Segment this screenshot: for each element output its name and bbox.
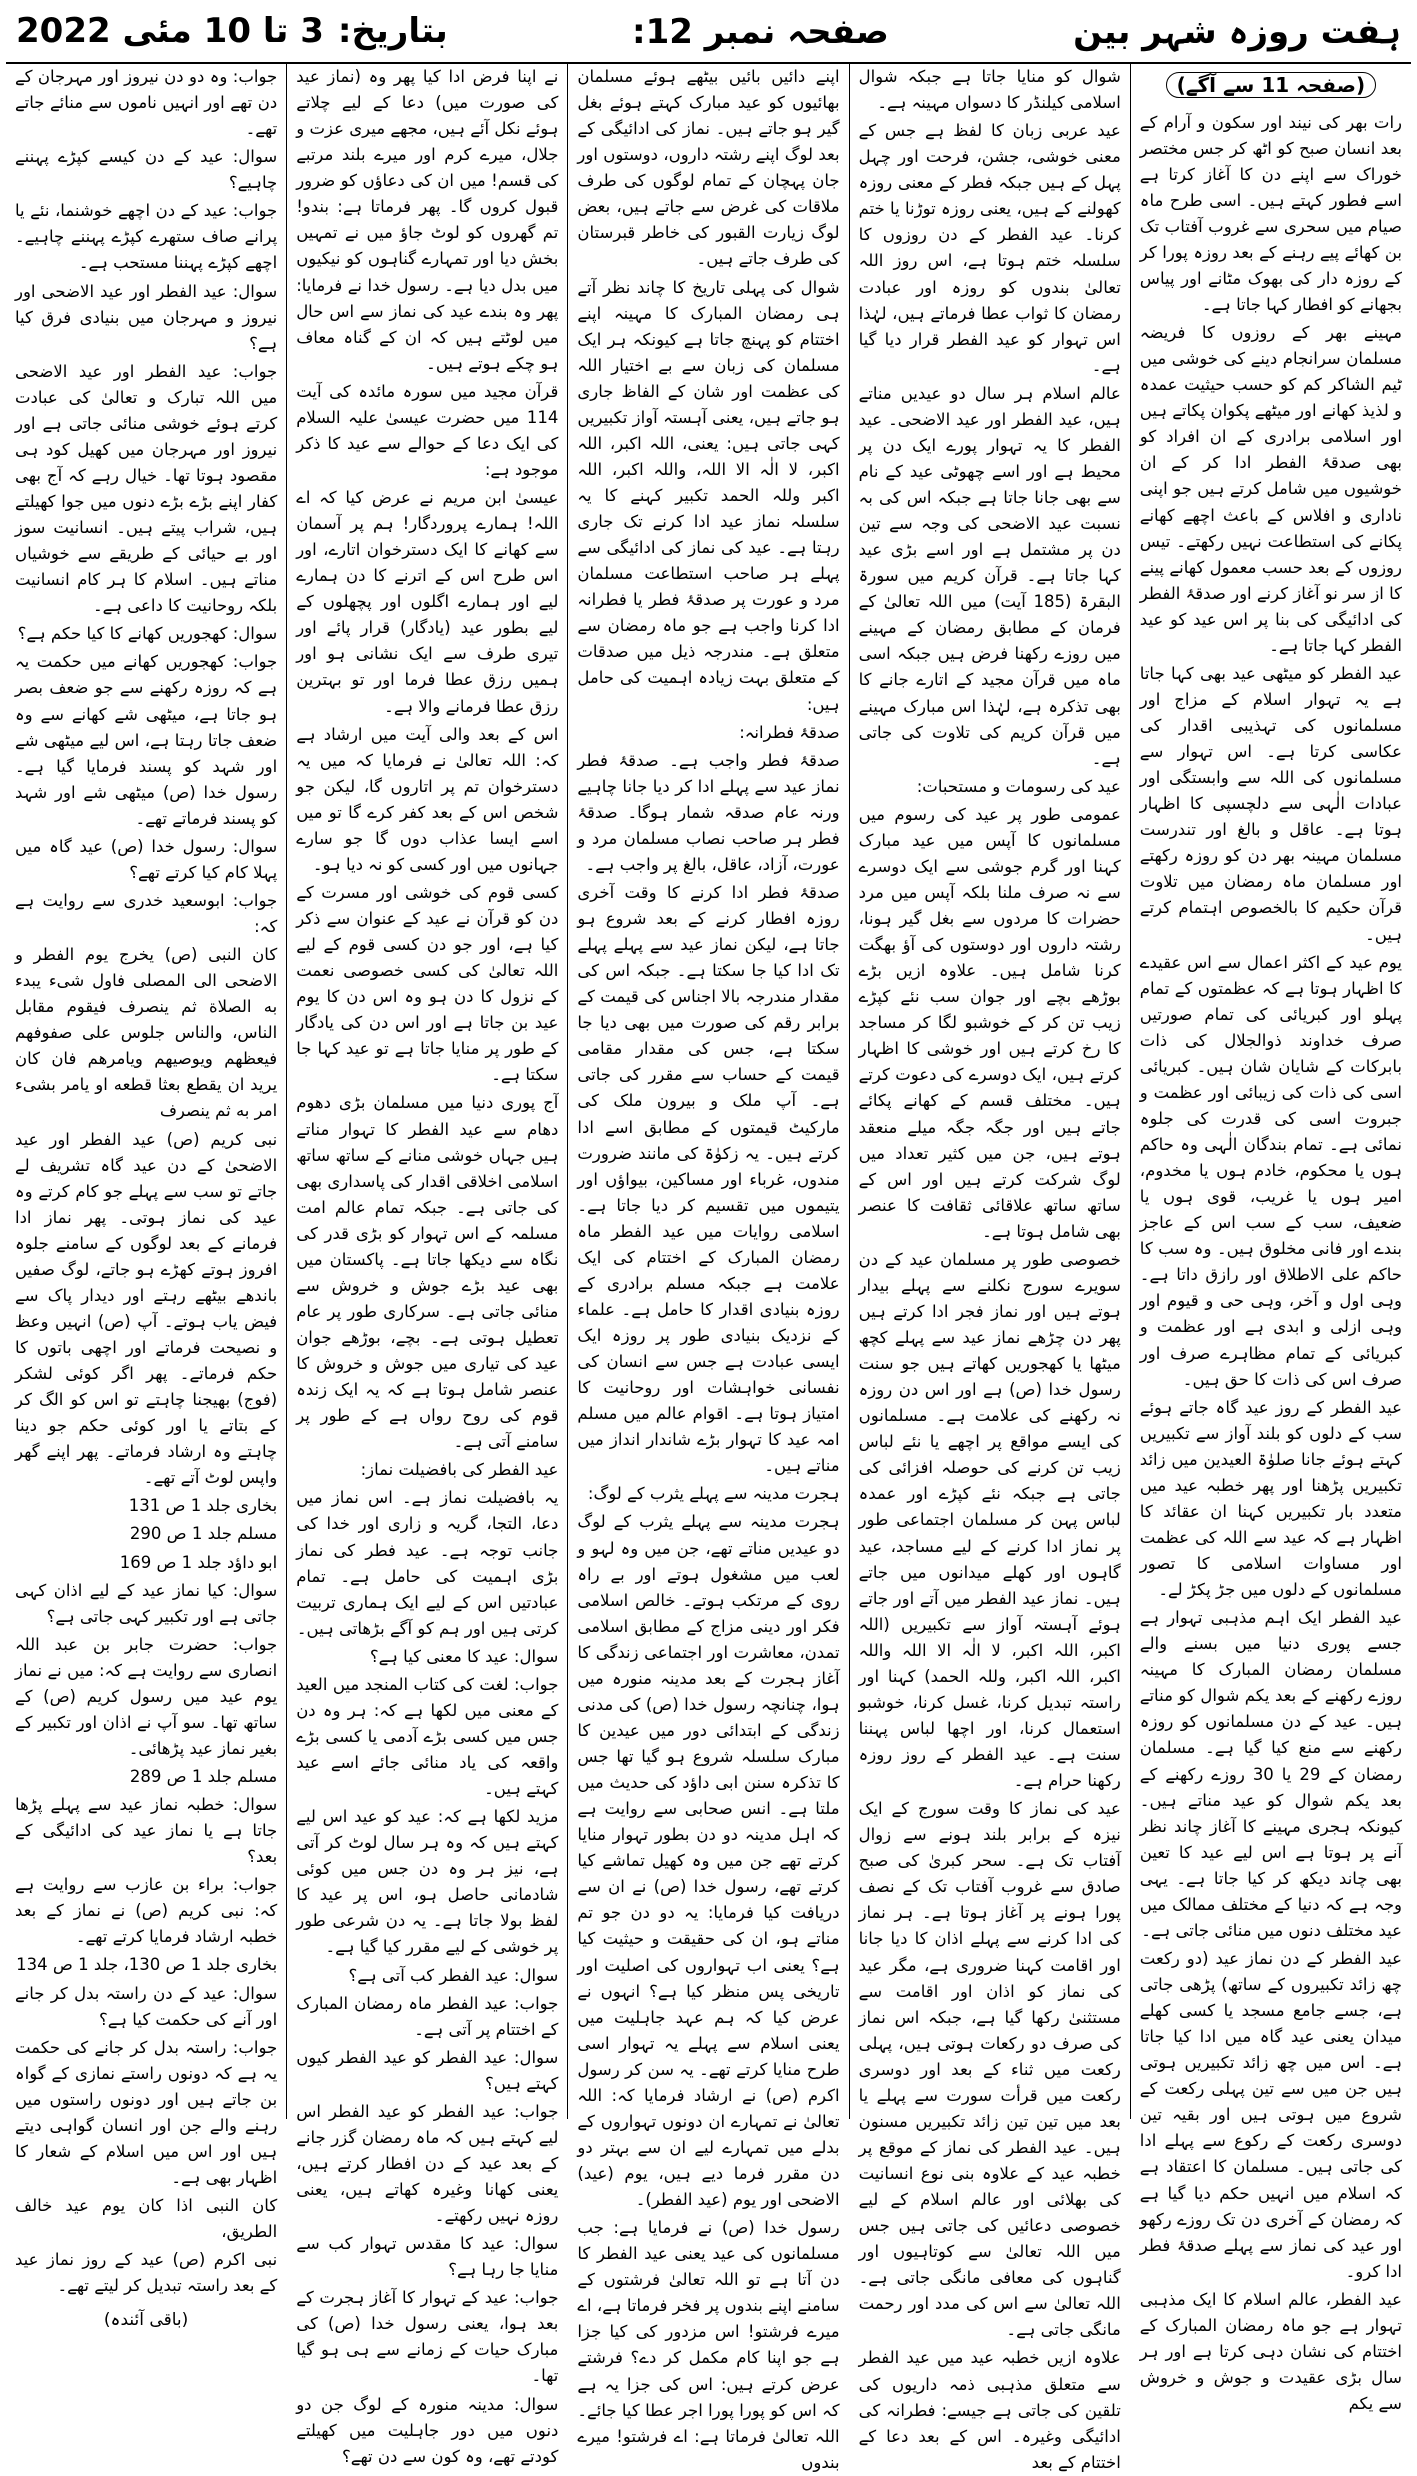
article-paragraph: سوال: عید الفطر کو عید الفطر کیوں کہتے ہیں؟: [296, 2047, 559, 2093]
article-paragraph: ابو داؤد جلد 1 ص 169: [119, 1552, 278, 1572]
article-paragraph: اس کے بعد والی آیت میں ارشاد ہے کہ: اللہ تعالیٰ نے فرمایا کہ میں یہ دسترخوان تم پر اتاروں گا، لیکن جو شخص اس کے بعد کفر کرے گا تو میں اسے ایسا عذاب دوں گا جو سارے جہانوں میں اور کسی کو نہ دیا ہو۔: [296, 724, 559, 874]
article-paragraph: صدقۂ فطرانہ:: [739, 722, 840, 742]
article-paragraph: علاوہ ازیں خطبہ عید میں عید الفطر سے متعلق مذہبی ذمہ داریوں کی تلقین کی جاتی ہے جیسے: فطرانہ کی ادائیگی وغیرہ۔ اس کے بعد دعا کے اختتام کے بعد: [858, 2348, 1121, 2472]
article-paragraph: نے اپنا فرض ادا کیا پھر وہ (نماز عید کی صورت میں) دعا کے لیے چلاتے ہوئے نکل آئے ہیں، مجھے میری عزت و جلال، میرے کرم اور میرے بلند مرتبے کی قسم! میں ان کی دعاؤں کو ضرور قبول کروں گا۔ پھر فرماتا ہے: بندو! تم گھروں کو لوٹ جاؤ میں نے تمہیں بخش دیا اور تمہارے گناہوں کو نیکیوں میں بدل دیا ہے۔ رسول خدا نے فرمایا: پھر وہ بندے عید کی نماز سے اس حال میں لوٹتے ہیں کہ ان کے گناہ معاف ہو چکے ہوتے ہیں۔: [296, 67, 559, 373]
article-column-5: [6, 64, 286, 2331]
article-paragraph: سوال: عید الفطر اور عید الاضحی اور نیروز و مہرجان میں بنیادی فرق کیا ہے؟: [14, 281, 278, 353]
article-paragraph: نبی اکرم (ص) عید کے روز نماز عید کے بعد راستہ تبدیل کر لیتے تھے۔: [14, 2250, 278, 2296]
article-paragraph: جواب: ابوسعید خدری سے روایت ہے کہ:: [14, 890, 278, 936]
article-paragraph: عید الفطر، عالم اسلام کا ایک مذہبی تہوار ہے جو ماہ رمضان المبارک کے اختتام کی نشان دہی کرتا ہے اور ہر سال بڑی عقیدت و جوش و خروش سے یکم: [1139, 2289, 1402, 2414]
article-paragraph: جواب: عید کے تہوار کا آغاز ہجرت کے بعد ہوا، یعنی رسول خدا (ص) کی مبارک حیات کے زمانے سے ہی ہو گیا تھا۔: [296, 2288, 559, 2386]
article-paragraph: سوال: عید کے دن کیسے کپڑے پہننے چاہیے؟: [14, 147, 278, 193]
page-number: 12:: [631, 11, 693, 52]
article-paragraph: اپنے دائیں بائیں بیٹھے ہوئے مسلمان بھائیوں کو عید مبارک کہتے ہوئے بغل گیر ہو جاتے ہیں۔ نماز کی ادائیگی کے بعد لوگ اپنے رشتہ داروں، دوستوں اور جان پہچان کے تمام لوگوں کی طرف ملاقات کی غرض سے جاتے ہیں، بعض لوگ زیارت القبور کی خاطر قبرستان کی طرف جاتے ہیں۔: [577, 67, 840, 269]
article-paragraph: عید الفطر کے دن نماز عید (دو رکعت چھ زائد تکبیروں کے ساتھ) پڑھی جاتی ہے، جسے جامع مسجد یا کسی کھلے میدان یعنی عید گاہ میں ادا کیا جاتا ہے۔ اس میں چھ زائد تکبیریں ہوتی ہیں جن میں سے تین پہلی رکعت کے شروع میں ہوتی ہیں اور بقیہ تین دوسری رکعت کے رکوع سے پہلے ادا کی جاتی ہیں۔ مسلمان کا اعتقاد ہے کہ اسلام میں انہیں حکم دیا گیا ہے کہ رمضان کے آخری دن تک روزے رکھو اور عید کی نماز سے پہلے صدقۂ فطر ادا کرو۔: [1139, 1948, 1402, 2281]
article-paragraph: سوال: عید کا معنی کیا ہے؟: [369, 1646, 559, 1666]
article-paragraph: عید الفطر کے روز عید گاہ جاتے ہوئے سب کے دلوں کو بلند آواز سے تکبیریں کہتے ہوئے جانا صلوٰۃ العیدین میں زائد تکبیریں پڑھنا اور پھر خطبہ عید میں متعدد بار تکبیریں کہنا ان عقائد کا اظہار ہے کہ عید سے اللہ کی عظمت اور مساوات اسلامی کا تصور مسلمانوں کے دلوں میں جڑ پکڑ لے۔: [1139, 1397, 1402, 1600]
article-column-4: [286, 64, 567, 2466]
article-paragraph: مسلم جلد 1 ص 289: [129, 1767, 278, 1786]
article-paragraph: شوال کو منایا جاتا ہے جبکہ شوال اسلامی کیلنڈر کا دسواں مہینہ ہے۔: [858, 67, 1121, 113]
article-paragraph: رات بھر کی نیند اور سکون و آرام کے بعد انسان صبح کو اٹھ کر جس مختصر خوراک سے اپنے دن کا آغاز کرتا ہے اسے فطور کہتے ہیں۔ اسی طرح ماہ صیام میں سحری سے غروب آفتاب تک بن کھائے پیے رہنے کے بعد روزہ پورا کر کے روزہ دار کی بھوک مٹانے اور پیاس بجھانے کو افطار کہا جاتا ہے۔: [1139, 112, 1402, 315]
article-paragraph: آج پوری دنیا میں مسلمان بڑی دھوم دھام سے عید الفطر کا تہوار مناتے ہیں جہاں خوشی منانے کے ساتھ ساتھ اسلامی اخلاقی اقدار کی پاسداری بھی کی جاتی ہے۔ جبکہ تمام عالم امت مسلمہ کے اس تہوار کو بڑی قدر کی نگاہ سے دیکھا جاتا ہے۔ پاکستان میں بھی عید بڑے جوش و خروش سے منائی جاتی ہے۔ سرکاری طور پر عام تعطیل ہوتی ہے۔ بچے، بوڑھے جوان عید کی تیاری میں جوش و خروش کا عنصر شامل ہوتا ہے کہ یہ ایک زندہ قوم کی روح رواں ہے کے طور پر سامنے آتی ہے۔: [296, 1093, 559, 1452]
article-paragraph: یہ بافضیلت نماز ہے۔ اس نماز میں دعا، التجا، گریہ و زاری اور خدا کی جانب توجہ ہے۔ عید فطر کی نماز بڑی اہمیت کی حامل ہے۔ تمام عبادتیں اس کے لیے ایک ہماری تربیت کرتی ہیں اور ہم کو آگے بڑھاتی ہیں۔: [296, 1488, 559, 1638]
article-paragraph: رسول خدا (ص) نے فرمایا ہے: جب مسلمانوں کی عید یعنی عید الفطر کا دن آتا ہے تو اللہ تعالیٰ فرشتوں کے سامنے اپنے بندوں پر فخر فرماتا ہے، اے میرے فرشتو! اس مزدور کی کیا جزا ہے جو اپنا کام مکمل کر دے؟ فرشتے عرض کرتے ہیں: اس کی جزا یہ ہے کہ اس کو پورا پورا اجر عطا کیا جائے۔ اللہ تعالیٰ فرماتا ہے: اے فرشتو! میرے بندوں: [577, 2218, 840, 2472]
article-paragraph: سوال: خطبہ نماز عید سے پہلے پڑھا جاتا ہے یا نماز عید کی ادائیگی کے بعد؟: [14, 1795, 278, 1867]
continued-from-label: (صفحہ 11 سے آگے): [1140, 70, 1402, 102]
article-paragraph: کان النبی اذا کان یوم عید خالف الطریق،: [14, 2196, 278, 2242]
to-be-continued-label: (باقی آئندہ): [103, 2310, 189, 2331]
article-paragraph: سوال: کھجوریں کھانے کا کیا حکم ہے؟: [17, 624, 278, 644]
article-paragraph: یوم عید کے اکثر اعمال سے اس عقیدے کا اظہار ہوتا ہے کہ عظمتوں کے تمام پہلو اور کبریائی کی تمام صورتیں صرف خداوند ذوالجلال کی ذات بابرکات کے شایان شان ہیں۔ کبریائی اسی کی ذات کی زیبائی اور عظمت و جبروت اسی کی قدرت کی جلوہ نمائی ہے۔ تمام بندگان الٰہی وہ حاکم ہوں یا محکوم، خادم ہوں یا مخدوم، امیر ہوں یا غریب، قوی ہوں یا ضعیف، سب کے سب اس کے عاجز بندے اور فانی مخلوق ہیں۔ وہ سب کا حاکم علی الاطلاق اور رازق داتا ہے۔ وہی اول و آخر، وہی حی و قیوم اور وہی ازلی و ابدی ہے اور عظمت و کبریائی کے تمام مظاہرے صرف اور صرف اس کی ذات کا حق ہیں۔: [1139, 952, 1402, 1389]
article-paragraph: جواب: براء بن عازب سے روایت ہے کہ: نبی کریم (ص) نے نماز کے بعد خطبہ ارشاد فرمایا کرتے تھے۔: [14, 1875, 278, 1947]
article-paragraph: جواب: راستہ بدل کر جانے کی حکمت یہ ہے کہ دونوں راستے نمازی کے گواہ بن جاتے ہیں اور دونوں راستوں میں رہنے والے جن اور انسان گواہی دیتے ہیں اور اس میں اسلام کے شعار کا اظہار بھی ہے۔: [14, 2037, 278, 2187]
article-paragraph: شوال کی پہلی تاریخ کا چاند نظر آتے ہی رمضان المبارک کا مہینہ اپنے اختتام کو پہنچ جاتا ہے کیونکہ ہر ایک مسلمان کی زبان سے بے اختیار اللہ کی عظمت اور شان کے الفاظ جاری ہو جاتے ہیں، یعنی آہستہ آواز تکبیریں کہی جاتی ہیں: یعنی، اللہ اکبر، اللہ اکبر، لا الٰہ الا اللہ، واللہ اکبر، اللہ اکبر وللہ الحمد تکبیر کہنے کا یہ سلسلہ نماز عید ادا کرنے تک جاری رہتا ہے۔ عید کی نماز کی ادائیگی سے پہلے ہر صاحب استطاعت مسلمان مرد و عورت پر صدقۂ فطر یا فطرانہ ادا کرنا واجب ہے جو ماہ رمضان سے متعلق ہے۔ مندرجہ ذیل میں صدقات کے متعلق بہت زیادہ اہمیت کی حامل ہیں:: [577, 277, 840, 714]
article-paragraph: بخاری جلد 1 ص 130، جلد 1 ص 134: [16, 1955, 278, 1975]
article-paragraph: مہینے بھر کے روزوں کا فریضہ مسلمان سرانجام دینے کی خوشی میں ٹیم الشاکر کم کو حسب حیثیت عمدہ و لذیذ کھانے اور میٹھے پکوان پکاتے ہیں اور اسلامی برادری کے ان افراد کو بھی صدقۂ الفطر ادا کر کے ان خوشیوں میں شامل کرتے ہیں جو اپنی ناداری و افلاس کے باعث اچھے کھانے پکانے کی استطاعت نہیں رکھتے۔ تیس روزوں کے بعد حسب معمول کھانے پینے کا از سر نو آغاز کرنے اور صدقۂ الفطر کی ادائیگی کی بنا پر اس عید کو عید الفطر کہا جاتا ہے۔: [1139, 323, 1402, 655]
article-paragraph: عمومی طور پر عید کی رسوم میں مسلمانوں کا آپس میں عید مبارک کہنا اور گرم جوشی سے ایک دوسرے سے نہ صرف ملنا بلکہ آپس میں مرد حضرات کا مردوں سے بغل گیر ہونا، رشتہ داروں اور دوستوں کی آؤ بھگت کرنا شامل ہیں۔ علاوہ ازیں بڑے بوڑھے بچے اور جوان سب نئے کپڑے زیب تن کر کے خوشبو لگا کر مساجد کا رخ کرتے ہیں اور خوشی کا اظہار کرتے ہیں، ایک دوسرے کی دعوت کرتے ہیں۔ مختلف قسم کے کھانے پکائے جاتے ہیں اور جگہ جگہ میلے منعقد ہوتے ہیں، جن میں کثیر تعداد میں لوگ شرکت کرتے ہیں اور اس کے ساتھ ساتھ علاقائی ثقافت کا عنصر بھی شامل ہوتا ہے۔: [858, 804, 1121, 1241]
article-paragraph: جواب: عید الفطر ماہ رمضان المبارک کے اختتام پر آتی ہے۔: [296, 1993, 559, 2039]
article-paragraph: جواب: کھجوریں کھانے میں حکمت یہ ہے کہ روزہ رکھنے سے جو ضعف بصر ہو جاتا ہے، میٹھی شے کھانے سے وہ ضعف جاتا رہتا ہے، اس لیے میٹھی شے اور شہد کو پسند فرمایا گیا ہے۔ رسول خدا (ص) میٹھی شے اور شہد کو پسند فرماتے تھے۔: [14, 652, 278, 828]
article-paragraph: جواب: عید کے دن اچھے خوشنما، نئے یا پرانے صاف ستھرے کپڑے پہننے چاہیے۔ اچھے کپڑے پہننا مستحب ہے۔: [14, 201, 278, 273]
date-label: بتاریخ:: [337, 11, 448, 51]
article-paragraph: جواب: لغت کی کتاب المنجد میں العید کے معنی میں لکھا ہے کہ: ہر وہ دن جس میں کسی بڑے آدمی یا کسی بڑے واقعہ کی یاد منائی جائے اسے عید کہتے ہیں۔: [296, 1674, 559, 1799]
article-paragraph: ہجرت مدینہ سے پہلے یثرب کے لوگ:: [587, 1484, 840, 1504]
article-paragraph: صدقۂ فطر واجب ہے۔ صدقۂ فطر نماز عید سے پہلے ادا کر دیا جانا چاہیے ورنہ عام صدقہ شمار ہوگا۔ صدقۂ فطر ہر صاحب نصاب مسلمان مرد و عورت، آزاد، عاقل، بالغ پر واجب ہے۔: [577, 750, 840, 874]
article-paragraph: خصوصی طور پر مسلمان عید کے دن سویرے سورج نکلنے سے پہلے بیدار ہوتے ہیں اور نماز فجر ادا کرتے ہیں پھر دن چڑھے نماز عید سے پہلے کچھ میٹھا یا کھجوریں کھاتے ہیں جو سنت رسول خدا (ص) ہے اور اس دن روزہ نہ رکھنے کی علامت ہے۔ مسلمانوں کی ایسے مواقع پر اچھے یا نئے لباس زیب تن کرنے کی حوصلہ افزائی کی جاتی ہے جبکہ نئے کپڑے اور عمدہ لباس پہن کر مسلمان اجتماعی طور پر نماز ادا کرنے کے لیے مساجد، عید گاہوں اور کھلے میدانوں میں جاتے ہیں۔ نماز عید الفطر میں آتے اور جاتے ہوئے آہستہ آواز سے تکبیریں (اللہ اکبر، اللہ اکبر، لا الٰہ الا اللہ واللہ اکبر، اللہ اکبر، وللہ الحمد) کہنا اور راستہ تبدیل کرنا، غسل کرنا، خوشبو استعمال کرنا، اور اچھا لباس پہننا سنت ہے۔ عید الفطر کے روز روزہ رکھنا حرام ہے۔: [858, 1249, 1121, 1791]
article-paragraph: کان النبی (ص) یخرج یوم الفطر و الاضحی الی المصلی فاول شیء یبدء به الصلاة ثم ینصرف فیقوم مقابل الناس، والناس جلوس علی صفوفهم فیعظهم ویوصیهم ویامرهم فان کان یرید ان یقطع بعثا قطعه او یامر بشیء امر به ثم ینصرف: [14, 945, 278, 1121]
article-paragraph: کسی قوم کی خوشی اور مسرت کے دن کو قرآن نے عید کے عنوان سے ذکر کیا ہے، اور جو دن کسی قوم کے لیے اللہ تعالیٰ کی کسی خصوصی نعمت کے نزول کا دن ہو وہ اس دن کا یوم عید بن جاتا ہے اور اس دن کی یادگار کے طور پر منایا جاتا ہے تو عید کہا جا سکتا ہے۔: [296, 882, 559, 1085]
article-paragraph: جواب: عید الفطر اور عید الاضحی میں اللہ تبارک و تعالیٰ کی عبادت کرتے ہوئے خوشی منائی جاتی ہے اور نیروز اور مہرجان میں کھیل کود ہی مقصود ہوتا تھا۔ خیال رہے کہ آج بھی کفار اپنے بڑے بڑے دنوں میں جوا کھیلتے ہیں، شراب پیتے ہیں۔ انسانیت سوز اور بے حیائی کے طریقے سے خوشیاں مناتے ہیں۔ اسلام کا ہر کام انسانیت بلکہ روحانیت کا داعی ہے۔: [14, 361, 278, 616]
masthead: [6, 0, 1411, 64]
article-paragraph: عالم اسلام ہر سال دو عیدیں مناتے ہیں، عید الفطر اور عید الاضحی۔ عید الفطر کا یہ تہوار پورے ایک دن پر محیط ہے اور اسے چھوٹی عید کے نام سے بھی جانا جاتا ہے جبکہ اس کی بہ نسبت عید الاضحی کی وجہ سے تین دن پر مشتمل ہے اور اسے بڑی عید کہا جاتا ہے۔ قرآن کریم میں سورۃ البقرۃ (185 آیت) میں اللہ تعالیٰ کے فرمان کے مطابق رمضان کے مہینے میں روزے رکھنا فرض ہیں جبکہ اسی ماہ میں قرآن مجید کے اتارے جانے کا بھی تذکرہ ہے، لہٰذا اس مبارک مہینے میں قرآن کریم کی تلاوت کی جاتی ہے۔: [858, 383, 1121, 768]
article-columns: [6, 64, 1411, 2472]
article-paragraph: عید الفطر ایک اہم مذہبی تہوار ہے جسے پوری دنیا میں بسنے والے مسلمان رمضان المبارک کا مہینہ روزے رکھنے کے بعد یکم شوال کو مناتے ہیں۔ عید کے دن مسلمانوں کو روزہ رکھنے سے منع کیا گیا ہے۔ مسلمان رمضان کے 29 یا 30 روزے رکھنے کے بعد یکم شوال کو عید مناتے ہیں۔ کیونکہ ہجری مہینے کا آغاز چاند نظر آنے پر ہوتا ہے اس لیے عید کا تعین بھی چاند دیکھ کر کیا جاتا ہے۔ یہی وجہ ہے کہ دنیا کے مختلف ممالک میں عید مختلف دنوں میں منائی جاتی ہے۔: [1139, 1608, 1403, 1940]
article-paragraph: سوال: مدینہ منورہ کے لوگ جن دو دنوں میں دور جاہلیت میں کھیلتے کودتے تھے، وہ کون سے دن تھے؟: [296, 2394, 559, 2466]
article-paragraph: قرآن مجید میں سورہ مائدہ کی آیت 114 میں حضرت عیسیٰ علیہ السلام کی ایک دعا کے حوالے سے عید کا ذکر موجود ہے:: [296, 381, 559, 479]
date-block: [16, 11, 448, 51]
article-paragraph: سوال: عید الفطر کب آتی ہے؟: [348, 1965, 559, 1985]
article-paragraph: جواب: عید الفطر کو عید الفطر اس لیے کہتے ہیں کہ ماہ رمضان گزر جانے کے بعد عید کے دن افطار کرتے ہیں، یعنی کھانا وغیرہ کھاتے ہیں، یعنی روزہ نہیں رکھتے۔: [296, 2101, 559, 2226]
article-paragraph: جواب: وہ دو دن نیروز اور مہرجان کے دن تھے اور انہیں ناموں سے منائے جاتے تھے۔: [14, 67, 278, 139]
article-paragraph: عید الفطر کو میٹھی عید بھی کہا جاتا ہے یہ تہوار اسلام کے مزاج اور مسلمانوں کی تہذیبی اقدار کی عکاسی کرتا ہے۔ اس تہوار سے مسلمانوں کی اللہ سے وابستگی اور عبادات الٰہی سے دلچسپی کا اظہار ہوتا ہے۔ عاقل و بالغ اور تندرست مسلمان مہینہ بھر دن کو روزہ رکھتے اور مسلمان ماہ رمضان میں تلاوت قرآن حکیم کا بالخصوص اہتمام کرتے ہیں۔: [1139, 663, 1402, 944]
article-paragraph: نبی کریم (ص) عید الفطر اور عید الاضحیٰ کے دن عید گاہ تشریف لے جاتے تو سب سے پہلے جو کام کرتے وہ عید کی نماز ہوتی۔ پھر نماز ادا فرمانے کے بعد لوگوں کے سامنے جلوہ افروز ہوتے کھڑے ہو جاتے، لوگ صفیں باندھے بیٹھے رہتے اور دیدار پاک سے فیض یاب ہوتے۔ آپ (ص) انہیں وعظ و نصیحت فرماتے اور اچھی باتوں کا حکم فرماتے۔ پھر اگر کوئی لشکر (فوج) بھیجنا چاہتے تو اس کو الگ کر کے بتاتے یا اور کوئی حکم جو دینا چاہتے وہ ارشاد فرماتے۔ پھر اپنے گھر واپس لوٹ آتے تھے۔: [14, 1129, 278, 1488]
page-number-block: [632, 11, 889, 52]
article-paragraph: ہجرت مدینہ سے پہلے یثرب کے لوگ دو عیدیں مناتے تھے، جن میں وہ لہو و لعب میں مشغول ہوتے اور بے راہ روی کے مرتکب ہوتے۔ خالص اسلامی فکر اور دینی مزاج کے مطابق اسلامی تمدن، معاشرت اور اجتماعی زندگی کا آغاز ہجرت کے بعد مدینہ منورہ میں ہوا، چنانچہ رسول خدا (ص) کی مدنی زندگی کے ابتدائی دور میں عیدین کا مبارک سلسلہ شروع ہو گیا تھا جس کا تذکرہ سنن ابی داؤد کی حدیث میں ملتا ہے۔ انس صحابی سے روایت ہے کہ اہل مدینہ دو دن بطور تہوار منایا کرتے تھے جن میں وہ کھیل تماشے کیا کرتے تھے، رسول خدا (ص) نے ان سے دریافت کیا فرمایا: یہ دو دن جو تم مناتے ہو، ان کی حقیقت و حیثیت کیا ہے؟ یعنی اب تہواروں کی اصلیت اور تاریخی پس منظر کیا ہے؟ انہوں نے عرض کیا کہ ہم عہد جاہلیت میں یعنی اسلام سے پہلے یہ تہوار اسی طرح منایا کرتے تھے۔ یہ سن کر رسول اکرم (ص) نے ارشاد فرمایا کہ: اللہ تعالیٰ نے تمہارے ان دونوں تہواروں کے بدلے میں تمہارے لیے ان سے بہتر دو دن مقرر فرما دیے ہیں، یوم (عید) الاضحی اور یوم (عید الفطر)۔: [577, 1512, 840, 2210]
date-value: 3 تا 10 مئی 2022: [16, 11, 324, 51]
article-column-2: [849, 64, 1130, 2472]
article-paragraph: عیسیٰ ابن مریم نے عرض کیا کہ اے اللہ! ہمارے پروردگار! ہم پر آسمان سے کھانے کا ایک دسترخوان اتارے، اور اس طرح اس کے اترنے کا دن ہمارے لیے اور ہمارے اگلوں اور پچھلوں کے لیے بطور عید (یادگار) قرار پائے اور تیری طرف سے ایک نشانی ہو اور ہمیں رزق عطا فرما اور تو بہترین رزق عطا فرمانے والا ہے۔: [296, 488, 559, 716]
article-paragraph: سوال: عید کے دن راستہ بدل کر جانے اور آنے کی حکمت کیا ہے؟: [14, 1983, 278, 2029]
article-column-1: [1130, 64, 1411, 2414]
article-paragraph: عید عربی زبان کا لفظ ہے جس کے معنی خوشی، جشن، فرحت اور چہل پہل کے ہیں جبکہ فطر کے معنی روزہ کھولنے کے ہیں، یعنی روزہ توڑنا یا ختم کرنا۔ عید الفطر کے دن روزوں کا سلسلہ ختم ہوتا ہے، اس روز اللہ تعالیٰ بندوں کو روزہ اور عبادت رمضان کا ثواب عطا فرماتے ہیں، لہٰذا اس تہوار کو عید الفطر قرار دیا گیا ہے۔: [858, 121, 1121, 375]
article-paragraph: سوال: رسول خدا (ص) عید گاہ میں پہلا کام کیا کرتے تھے؟: [14, 836, 278, 882]
article-paragraph: مسلم جلد 1 ص 290: [129, 1524, 278, 1544]
article-paragraph: عید الفطر کی بافضیلت نماز:: [360, 1460, 559, 1480]
article-paragraph: بخاری جلد 1 ص 131: [128, 1496, 278, 1516]
article-paragraph: عید کی رسومات و مستحبات:: [916, 776, 1121, 796]
article-paragraph: سوال: کیا نماز عید کے لیے اذان کہی جاتی ہے اور تکبیر کہی جاتی ہے؟: [14, 1580, 278, 1626]
publication-name: ہفت روزہ شہر بین: [1073, 11, 1401, 52]
article-column-3: [567, 64, 848, 2472]
article-paragraph: عید کی نماز کا وقت سورج کے ایک نیزہ کے برابر بلند ہونے سے زوال آفتاب تک ہے۔ سحر کبریٰ کی صبح صادق سے غروب آفتاب تک کے نصف پورا ہونے پر آغاز ہوتا ہے۔ ہر نماز کی ادا کرنے سے پہلے اذان کا دیا جانا اور اقامت کہنا ضروری ہے، مگر عید کی نماز کو اذان اور اقامت سے مستثنیٰ رکھا گیا ہے، جبکہ اس نماز کی صرف دو رکعات ہوتی ہیں، پہلی رکعت میں ثناء کے بعد اور دوسری رکعت میں قرأت سورت سے پہلے یا بعد میں تین تین زائد تکبیریں مسنون ہیں۔ عید الفطر کی نماز کے موقع پر خطبہ عید کے علاوہ بنی نوع انسانیت کی بھلائی اور عالم اسلام کے لیے خصوصی دعائیں کی جاتی ہیں جس میں اللہ تعالیٰ سے کوتاہیوں اور گناہوں کی معافی مانگی جاتی ہے۔ اللہ تعالیٰ سے اس کی مدد اور رحمت مانگی جاتی ہے۔: [858, 1799, 1121, 2340]
article-paragraph: مزید لکھا ہے کہ: عید کو عید اس لیے کہتے ہیں کہ وہ ہر سال لوٹ کر آتی ہے، نیز ہر وہ دن جس میں کوئی شادمانی حاصل ہو، اس پر عید کا لفظ بولا جاتا ہے۔ یہ دن شرعی طور پر خوشی کے لیے مقرر کیا گیا ہے۔: [296, 1807, 559, 1957]
article-paragraph: جواب: حضرت جابر بن عبد اللہ انصاری سے روایت ہے کہ: میں نے نماز یوم عید میں رسول کریم (ص) کے ساتھ تھا۔ سو آپ نے اذان اور تکبیر کے بغیر نماز عید پڑھائی۔: [14, 1634, 278, 1758]
article-paragraph: صدقۂ فطر ادا کرنے کا وقت آخری روزہ افطار کرنے کے بعد شروع ہو جاتا ہے، لیکن نماز عید سے پہلے پہلے تک ادا کیا جا سکتا ہے۔ جبکہ اس کی مقدار مندرجہ بالا اجناس کی قیمت کے برابر رقم کی صورت میں بھی دیا جا سکتا ہے، جس کی مقدار مقامی قیمت کے حساب سے مقرر کی جاتی ہے۔ آپ ملک و بیرون ملک کی مارکیٹ قیمتوں کے مطابق اسے ادا کرتے ہیں۔ یہ زکوٰۃ کی مانند ضرورت مندوں، غرباء اور مساکین، بیواؤں اور یتیموں میں تقسیم کر دیا جاتا ہے۔ اسلامی روایات میں عید الفطر ماہ رمضان المبارک کے اختتام کی ایک علامت ہے جبکہ مسلم برادری کے روزہ بنیادی اقدار کا حامل ہے۔ علماء کے نزدیک بنیادی طور پر روزہ ایک ایسی عبادت ہے جس سے انسان کی نفسانی خواہشات اور روحانیت کا امتیاز ہوتا ہے۔ اقوام عالم میں مسلم امہ عید کا تہوار بڑے شاندار انداز میں مناتے ہیں۔: [577, 882, 840, 1476]
article-paragraph: سوال: عید کا مقدس تہوار کب سے منایا جا رہا ہے؟: [296, 2234, 559, 2280]
page-label: صفحہ نمبر: [704, 11, 889, 52]
